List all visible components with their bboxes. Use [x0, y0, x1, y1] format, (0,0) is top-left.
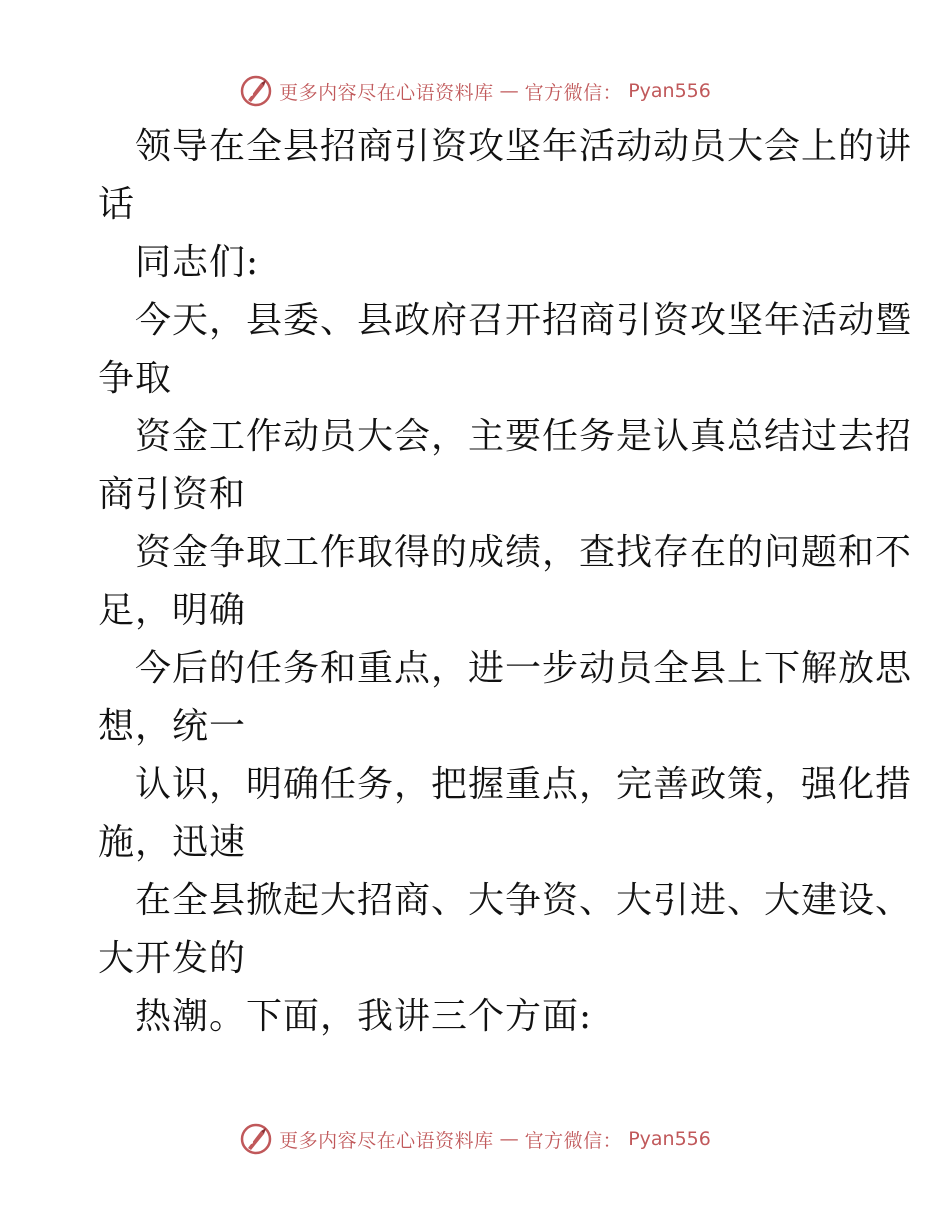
- paragraph-line: 资金工作动员大会，主要任务是认真总结过去招: [135, 416, 913, 457]
- watermark-wechat: 官方微信：: [524, 1129, 623, 1152]
- document-body: [98, 118, 913, 1046]
- paragraph-line: 足，明确: [98, 590, 247, 631]
- watermark-label: 更多内容尽在心语资料库: [279, 81, 494, 104]
- watermark-dash: —: [499, 80, 519, 102]
- header-watermark: [0, 71, 950, 111]
- watermark-dash: —: [499, 1128, 519, 1150]
- paragraph-line: 大开发的: [98, 938, 247, 979]
- salutation: 同志们:: [135, 242, 260, 283]
- watermark-wechat-id: Pyan556: [628, 80, 711, 102]
- footer-watermark: [0, 1119, 950, 1159]
- paragraph-line: 认识，明确任务，把握重点，完善政策，强化措: [135, 764, 913, 805]
- paragraph-line: 今后的任务和重点，进一步动员全县上下解放思: [135, 648, 913, 689]
- quill-pen-logo-icon: [239, 1122, 273, 1156]
- quill-pen-logo-icon: [239, 74, 273, 108]
- paragraph-line: 商引资和: [98, 474, 247, 515]
- title-line-1: 领导在全县招商引资攻坚年活动动员大会上的讲: [135, 126, 913, 167]
- title-line-2: 话: [98, 184, 136, 225]
- paragraph-line: 资金争取工作取得的成绩，查找存在的问题和不: [135, 532, 913, 573]
- watermark-wechat: 官方微信：: [524, 81, 623, 104]
- paragraph-line: 在全县掀起大招商、大争资、大引进、大建设、: [135, 880, 913, 921]
- paragraph-line: 想，统一: [98, 706, 247, 747]
- watermark-label: 更多内容尽在心语资料库: [279, 1129, 494, 1152]
- paragraph-line: 热潮。下面，我讲三个方面:: [135, 996, 593, 1037]
- paragraph-line: 施，迅速: [98, 822, 247, 863]
- watermark-wechat-id: Pyan556: [628, 1128, 711, 1150]
- paragraph-line: 今天，县委、县政府召开招商引资攻坚年活动暨: [135, 300, 913, 341]
- paragraph-line: 争取: [98, 358, 173, 399]
